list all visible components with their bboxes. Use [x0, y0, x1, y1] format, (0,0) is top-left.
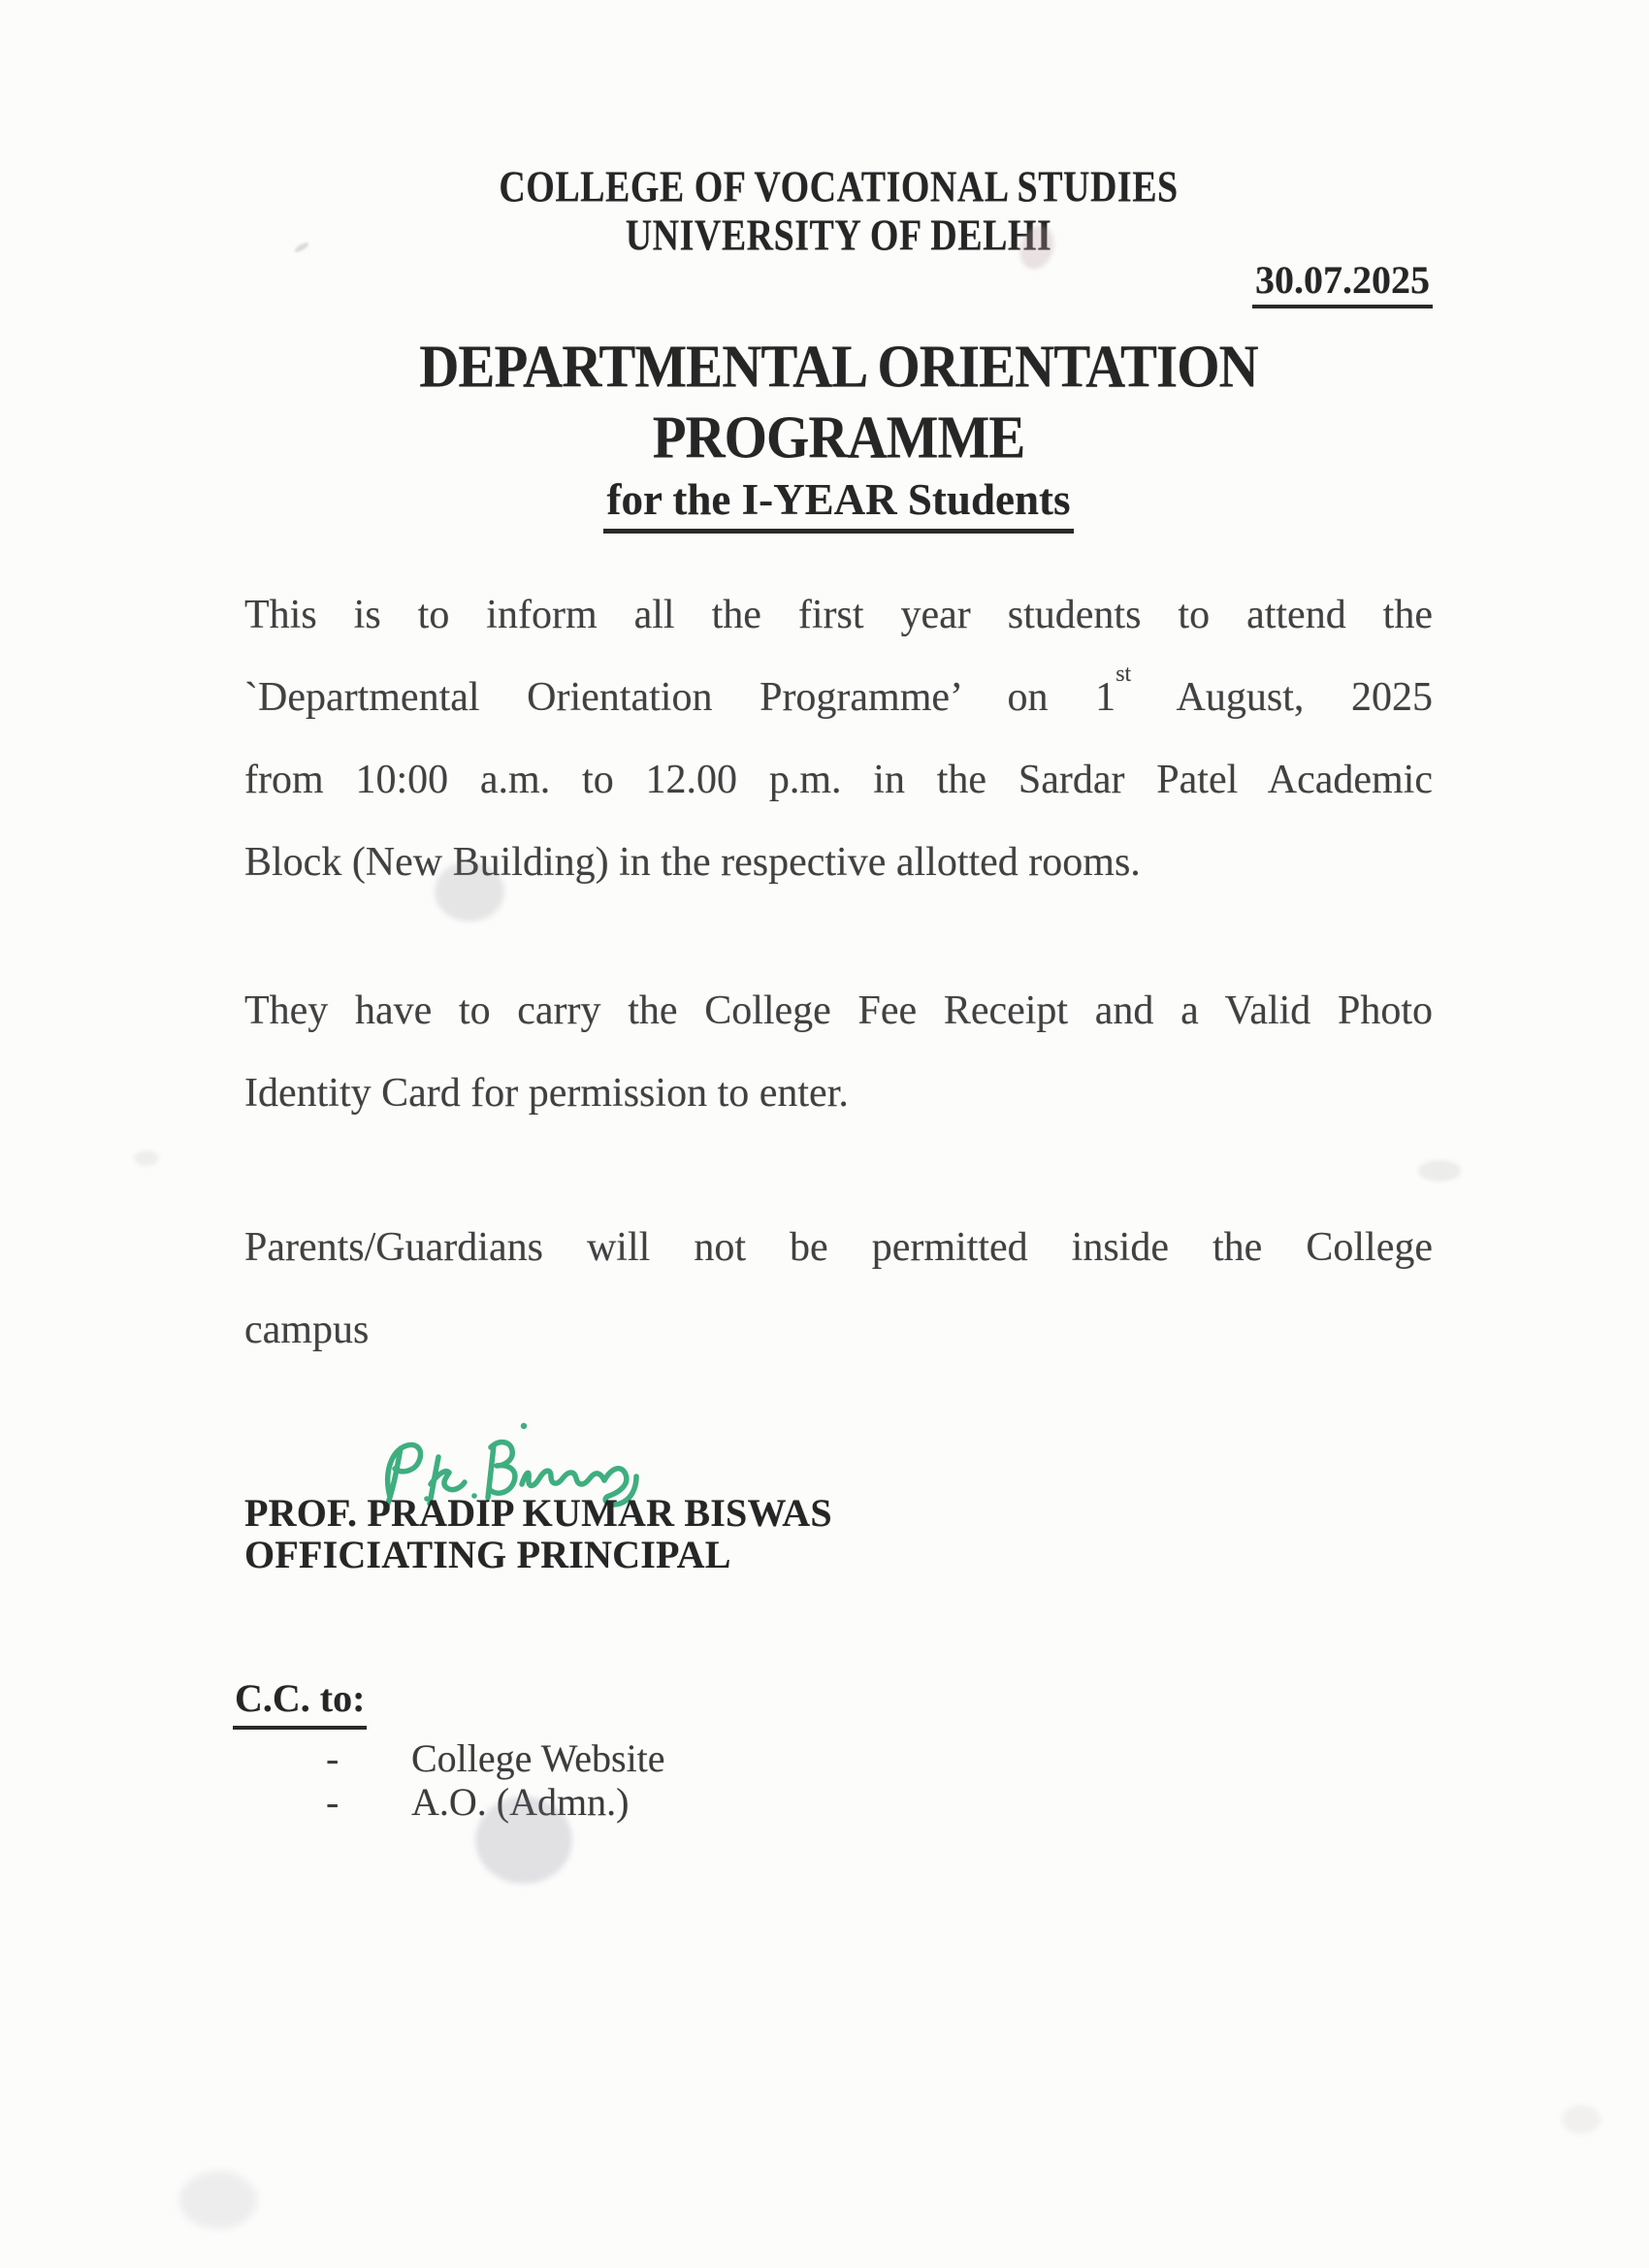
notice-subtitle-row	[244, 475, 1433, 534]
paragraph-1-line-3: from 10:00 a.m. to 12.00 p.m. in the Sardar Patel Academic	[244, 758, 1433, 802]
cc-heading-row	[233, 1675, 367, 1730]
scan-smudge	[1562, 2105, 1600, 2134]
paragraph-2	[244, 970, 1433, 1135]
signature-stroke-b	[488, 1442, 515, 1498]
signature-i-dot	[521, 1423, 527, 1429]
ordinal-superscript: st	[1116, 662, 1132, 687]
paragraph-1-line-2	[244, 657, 1433, 739]
signature-stroke-iswa	[522, 1471, 604, 1485]
cc-item-2	[244, 1780, 1117, 1824]
paragraph-1-line-2-tail: August, 2025	[1131, 675, 1433, 720]
university-name: UNIVERSITY OF DELHI	[625, 211, 1052, 261]
notice-title	[244, 328, 1433, 470]
officer-block	[244, 1492, 832, 1575]
scan-smudge	[179, 2171, 257, 2229]
college-name: COLLEGE OF VOCATIONAL STUDIES	[499, 162, 1179, 212]
officer-name: PROF. PRADIP KUMAR BISWAS	[244, 1491, 832, 1535]
date-row	[244, 258, 1433, 308]
officer-designation: OFFICIATING PRINCIPAL	[244, 1533, 731, 1576]
cc-item-1-dash: -	[326, 1736, 340, 1780]
paragraph-1-line-4: Block (New Building) in the respective allotted rooms.	[244, 840, 1141, 885]
paragraph-2-line-2: Identity Card for permission to enter.	[244, 1071, 849, 1116]
paragraph-3-line-2: campus	[244, 1308, 370, 1352]
cc-item-2-label: A.O. (Admn.)	[411, 1780, 630, 1824]
paragraph-1-line-1: This is to inform all the first year students to attend the	[244, 593, 1433, 637]
notice-subtitle: for the I-YEAR Students	[603, 475, 1075, 534]
title-line-2: PROGRAMME	[652, 404, 1025, 471]
cc-item-1-label: College Website	[411, 1736, 665, 1780]
paragraph-1-line-2-text: `Departmental Orientation Programme’ on 1	[244, 675, 1116, 720]
title-line-1: DEPARTMENTAL ORIENTATION	[419, 333, 1258, 401]
letterhead	[244, 158, 1433, 261]
paragraph-3-line-1: Parents/Guardians will not be permitted inside the College	[244, 1225, 1433, 1270]
scan-smudge	[1418, 1160, 1461, 1182]
cc-item-2-dash: -	[326, 1780, 340, 1824]
paragraph-3	[244, 1207, 1433, 1372]
paragraph-1	[244, 574, 1433, 904]
scan-smudge	[134, 1150, 159, 1166]
paragraph-2-line-1: They have to carry the College Fee Receipt and a Valid Photo	[244, 988, 1433, 1033]
cc-heading: C.C. to:	[233, 1675, 367, 1730]
notice-date: 30.07.2025	[1252, 258, 1433, 308]
cc-item-1	[244, 1736, 1117, 1780]
